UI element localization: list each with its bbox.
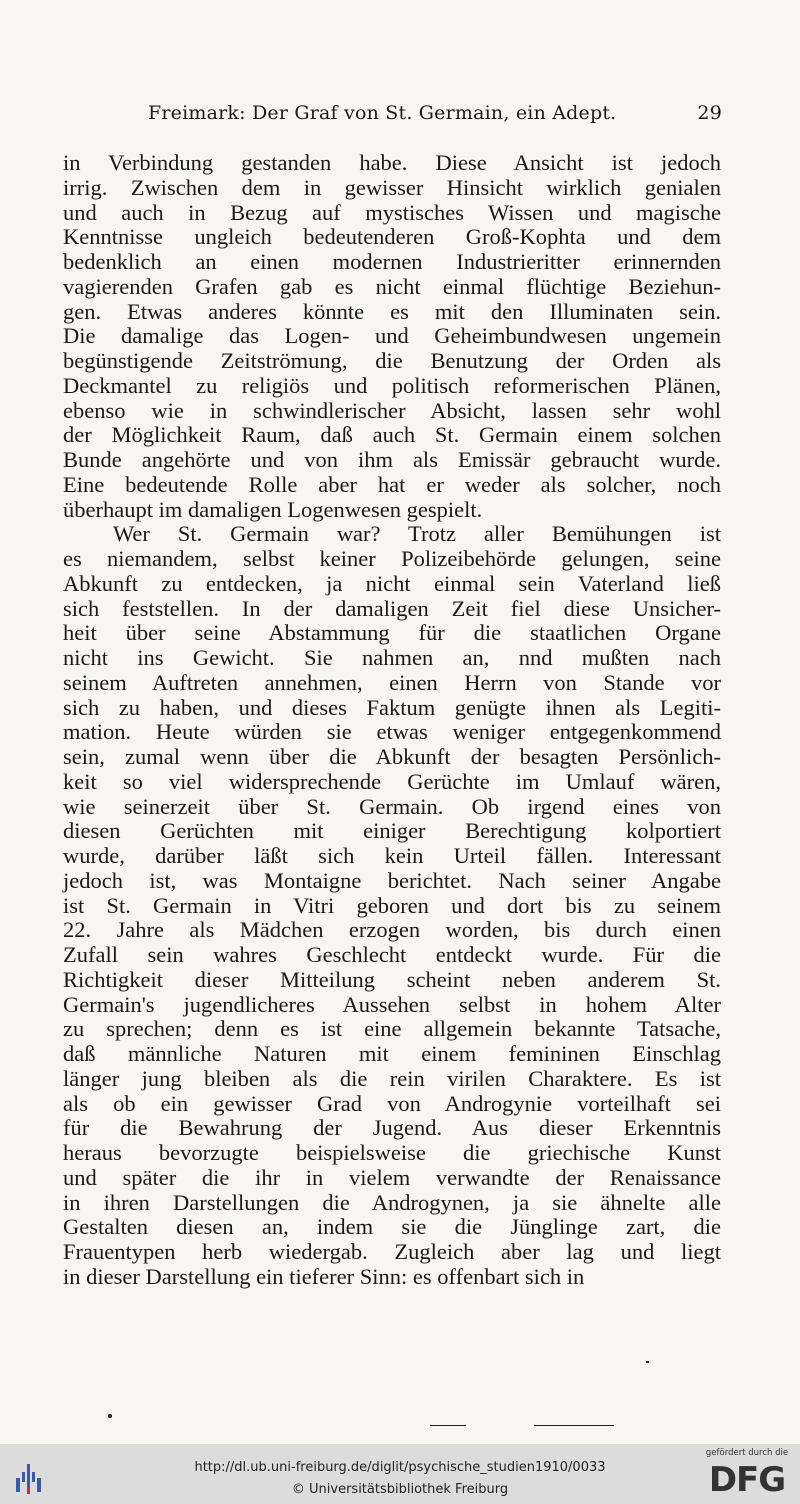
text-line: Bunde angehörte und von ihm als Emissär gebraucht wurde. [63, 447, 721, 472]
dfg-logo-text: DFG [708, 1460, 786, 1500]
text-line: Wer St. Germain war? Trotz aller Bemühungen ist [113, 521, 721, 547]
text-line: vagierenden Grafen gab es nicht einmal flüchtige Beziehun- [63, 273, 721, 299]
text-line: ebenso wie in schwindlerischer Absicht, lassen sehr wohl [63, 397, 721, 423]
text-line: mation. Heute würden sie etwas weniger entgegenkommend [63, 719, 721, 745]
dfg-logo [704, 1448, 790, 1500]
text-line: für die Bewahrung der Jugend. Aus dieser Erkenntnis [63, 1115, 721, 1141]
page-number: 29 [697, 102, 722, 124]
print-speck [534, 1425, 614, 1426]
print-speck [108, 1414, 112, 1418]
text-line: daß männliche Naturen mit einem femininen Einschlag [63, 1041, 721, 1066]
text-line: überhaupt im damaligen Logenwesen gespielt. [63, 496, 483, 522]
text-line: heit über seine Abstammung für die staatlichen Organe [63, 620, 721, 646]
text-line: Zufall sein wahres Geschlecht entdeckt wurde. Für die [63, 942, 721, 967]
text-line: Deckmantel zu religiös und politisch reformerischen Plänen, [63, 372, 721, 398]
text-line: wie seinerzeit über St. Germain. Ob irgend eines von [63, 793, 721, 819]
footer-url[interactable]: http://dl.ub.uni-freiburg.de/diglit/psychische_studien1910/0033 [194, 1460, 606, 1475]
text-line: Eine bedeutende Rolle aber hat er weder als solcher, noch [63, 471, 721, 497]
text-line: in dieser Darstellung ein tieferer Sinn: es offenbart sich in [63, 1263, 585, 1289]
text-line: der Möglichkeit Raum, daß auch St. Germain einem solchen [63, 422, 721, 448]
text-line: gen. Etwas anderes könnte es mit den Illuminaten sein. [63, 298, 721, 324]
body-text [63, 151, 721, 1290]
text-line: Abkunft zu entdecken, ja nicht einmal sein Vaterland ließ [63, 570, 721, 596]
text-line: sich feststellen. In der damaligen Zeit fiel diese Unsicher- [63, 595, 721, 621]
print-speck [646, 1361, 649, 1363]
text-line: zu sprechen; denn es ist eine allgemein bekannte Tatsache, [63, 1016, 721, 1042]
text-line: 22. Jahre als Mädchen erzogen worden, bis durch einen [63, 917, 721, 943]
text-line: Richtigkeit dieser Mitteilung scheint neben anderem St. [63, 966, 721, 992]
text-line: Die damalige das Logen- und Geheimbundwesen ungemein [63, 323, 721, 349]
dfg-caption: gefördert durch die [705, 1448, 789, 1458]
text-line: in ihren Darstellungen die Androgynen, ja sie ähnelte alle [63, 1189, 721, 1215]
text-line: Germain's jugendlicheres Aussehen selbst in hohem Alter [63, 991, 721, 1017]
text-line: begünstigende Zeitströmung, die Benutzung der Orden als [63, 348, 721, 373]
text-line: länger jung bleiben als die rein virilen Charaktere. Es ist [63, 1065, 721, 1091]
text-line: wurde, darüber läßt sich kein Urteil fällen. Interessant [63, 843, 721, 868]
text-line: heraus bevorzugte beispielsweise die griechische Kunst [63, 1140, 721, 1165]
text-line: in Verbindung gestanden habe. Diese Ansicht ist jedoch [63, 150, 721, 175]
text-line: sich zu haben, und dieses Faktum genügte ihnen als Legiti- [63, 694, 721, 720]
text-line: als ob ein gewisser Grad von Androgynie vorteilhaft sei [63, 1090, 721, 1116]
print-speck [430, 1425, 466, 1426]
footer-bar [0, 1444, 800, 1504]
text-line: diesen Gerüchten mit einiger Berechtigung kolportiert [63, 818, 721, 844]
running-title: Freimark: Der Graf von St. Germain, ein Adept. [148, 102, 617, 124]
text-line: seinem Auftreten annehmen, einen Herrn von Stande vor [63, 669, 721, 695]
text-line: sein, zumal wenn über die Abkunft der besagten Persönlich- [63, 744, 721, 769]
footer-copyright: © Universitätsbibliothek Freiburg [291, 1482, 509, 1497]
text-line: bedenklich an einen modernen Industrieritter erinnernden [63, 249, 721, 274]
text-line: Gestalten diesen an, indem sie die Jünglinge zart, die [63, 1214, 721, 1240]
text-line: irrig. Zwischen dem in gewisser Hinsicht wirklich genialen [63, 174, 721, 200]
text-line: jedoch ist, was Montaigne berichtet. Nach seiner Angabe [63, 867, 721, 893]
text-line: keit so viel widersprechende Gerüchte im Umlauf wären, [63, 768, 721, 794]
text-line: Kenntnisse ungleich bedeutenderen Groß-Kophta und dem [63, 224, 721, 250]
text-line: Frauentypen herb wiedergab. Zugleich aber lag und liegt [63, 1239, 721, 1264]
text-line: nicht ins Gewicht. Sie nahmen an, nnd mußten nach [63, 645, 721, 670]
text-line: es niemandem, selbst keiner Polizeibehörde gelungen, seine [63, 546, 721, 571]
text-line: und auch in Bezug auf mystisches Wissen und magische [63, 199, 721, 225]
text-line: ist St. Germain in Vitri geboren und dort bis zu seinem [63, 892, 721, 918]
text-line: und später die ihr in vielem verwandte der Renaissance [63, 1164, 721, 1190]
